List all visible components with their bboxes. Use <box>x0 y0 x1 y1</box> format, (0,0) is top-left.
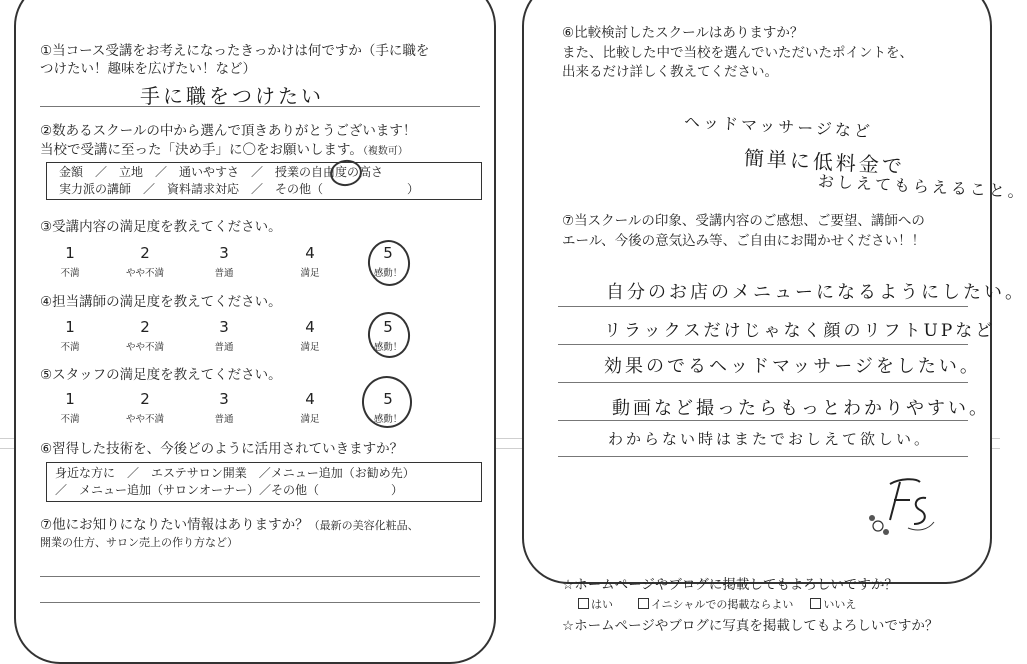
checkbox-yes[interactable] <box>578 598 589 609</box>
q4-scale-1: 1 <box>65 318 75 336</box>
footer-q1-options <box>578 596 856 614</box>
q2-options-line1: 金額 ／ 立地 ／ 通いやすさ ／ 授業の自由度の高さ <box>59 165 384 179</box>
q6-options-box <box>46 462 482 502</box>
q5-scale-4: 4 <box>305 390 315 408</box>
answer-line <box>558 456 968 457</box>
q2-note: （複数可） <box>362 146 408 157</box>
q5-title: ⑤スタッフの満足度を教えてください。 <box>40 367 282 383</box>
answer-line <box>40 602 480 603</box>
answer-line <box>558 420 968 421</box>
right-q7-answer-1: 自分のお店のメニューになるようにしたい。 <box>606 282 1026 303</box>
q7-line1-text: ⑦他にお知りになりたい情報はありますか？ <box>40 517 309 533</box>
q6-options-line2: ／ メニュー追加（サロンオーナー）／その他（ ） <box>55 483 404 497</box>
right-q6-answer2: 簡単に低料金で <box>743 145 906 179</box>
q3-label-5: 感動！ <box>373 268 403 279</box>
q4-scale-5: 5 <box>383 318 393 336</box>
right-q7-answer-3: 効果のでるヘッドマッサージをしたい。 <box>604 356 981 377</box>
q2-line1: ②数あるスクールの中から選んで頂きありがとうございます！ <box>40 123 417 139</box>
q4-label-5: 感動！ <box>373 342 403 353</box>
option-no-label: いいえ <box>823 598 857 611</box>
q5-scale-5: 5 <box>383 390 393 408</box>
right-q6-line1: ⑥比較検討したスクールはありますか？ <box>562 25 804 41</box>
answer-line <box>558 344 968 345</box>
right-q7-line1: ⑦当スクールの印象、受講内容のご感想、ご要望、講師への <box>562 213 925 229</box>
q3-scale-2: 2 <box>140 244 150 262</box>
q5-label-1: 不満 <box>60 414 80 425</box>
option-yes-label: はい <box>591 598 613 611</box>
q1-line1: ①当コース受講をお考えになったきっかけは何ですか（手に職を <box>40 43 430 59</box>
q5-label-5: 感動！ <box>373 414 403 425</box>
right-q6-answer3: おしえてもらえること。 <box>817 171 1027 202</box>
q4-scale-2: 2 <box>140 318 150 336</box>
footer-q1: ☆ホームページやブログに掲載してもよろしいですか？ <box>562 577 898 593</box>
footer-q2: ☆ホームページやブログに写真を掲載してもよろしいですか？ <box>562 618 939 634</box>
q4-title: ④担当講師の満足度を教えてください。 <box>40 294 282 310</box>
q5-label-2: やや不満 <box>125 414 164 425</box>
q4-label-1: 不満 <box>60 342 80 353</box>
answer-line <box>40 576 480 577</box>
q5-scale-1: 1 <box>65 390 75 408</box>
right-q6-answer1: ヘッドマッサージなど <box>683 112 874 141</box>
q7-line2: 開業の仕方、サロン売上の作り方など） <box>40 536 238 549</box>
q4-label-2: やや不満 <box>125 342 164 353</box>
q1-answer: 手に職をつけたい <box>140 84 324 108</box>
q3-title: ③受講内容の満足度を教えてください。 <box>40 219 282 235</box>
q5-scale-2: 2 <box>140 390 150 408</box>
signature-logo-icon <box>860 470 940 540</box>
answer-line <box>558 306 968 307</box>
q6-title: ⑥習得した技術を、今後どのように活用されていきますか？ <box>40 441 404 457</box>
q2-line2-text: 当校で受講に至った「決め手」に〇をお願いします。 <box>40 142 363 158</box>
option-initials-label: イニシャルでの掲載ならよい <box>651 598 794 611</box>
q4-label-3: 普通 <box>214 342 234 353</box>
right-q7-answer-5: わからない時はまたでおしえて欲しい。 <box>608 430 933 448</box>
q2-line2 <box>40 141 408 161</box>
right-q6-line3: 出来るだけ詳しく教えてください。 <box>562 64 778 80</box>
q1-line2: つけたい！趣味を広げたい！など） <box>40 61 256 77</box>
right-q7-answer-2: リラックスだけじゃなく顔のリフトUPなど <box>604 321 996 341</box>
right-q6-line2: また、比較した中で当校を選んでいただいたポイントを、 <box>562 45 913 61</box>
right-q7-answer-4: 動画など撮ったらもっとわかりやすい。 <box>612 398 990 419</box>
q3-scale-3: 3 <box>219 244 229 262</box>
q3-label-4: 満足 <box>300 268 320 279</box>
q3-label-1: 不満 <box>60 268 80 279</box>
answer-line <box>558 382 968 383</box>
q2-options-box <box>46 162 482 200</box>
right-q7-line2: エール、今後の意気込み等、ご自由にお聞かせください！！ <box>562 233 926 249</box>
checkbox-initials[interactable] <box>638 598 649 609</box>
q3-label-2: やや不満 <box>125 268 164 279</box>
q4-label-4: 満足 <box>300 342 320 353</box>
q5-label-4: 満足 <box>300 414 320 425</box>
q3-scale-1: 1 <box>65 244 75 262</box>
q4-scale-4: 4 <box>305 318 315 336</box>
q5-scale-3: 3 <box>219 390 229 408</box>
q3-scale-4: 4 <box>305 244 315 262</box>
q6-options-line1: 身近な方に ／ エステサロン開業 ／メニュー追加（お勧め先） <box>55 466 415 480</box>
signature-logo <box>860 470 940 540</box>
q2-options-line2: 実力派の講師 ／ 資料請求対応 ／ その他（ ） <box>59 182 420 196</box>
q7-line1-note: （最新の美容化粧品、 <box>308 519 419 532</box>
q4-scale-3: 3 <box>219 318 229 336</box>
answer-line <box>40 106 480 107</box>
q7-line1 <box>40 516 419 535</box>
q5-label-3: 普通 <box>214 414 234 425</box>
q3-scale-5: 5 <box>383 244 393 262</box>
checkbox-no[interactable] <box>810 598 821 609</box>
q3-label-3: 普通 <box>214 268 234 279</box>
